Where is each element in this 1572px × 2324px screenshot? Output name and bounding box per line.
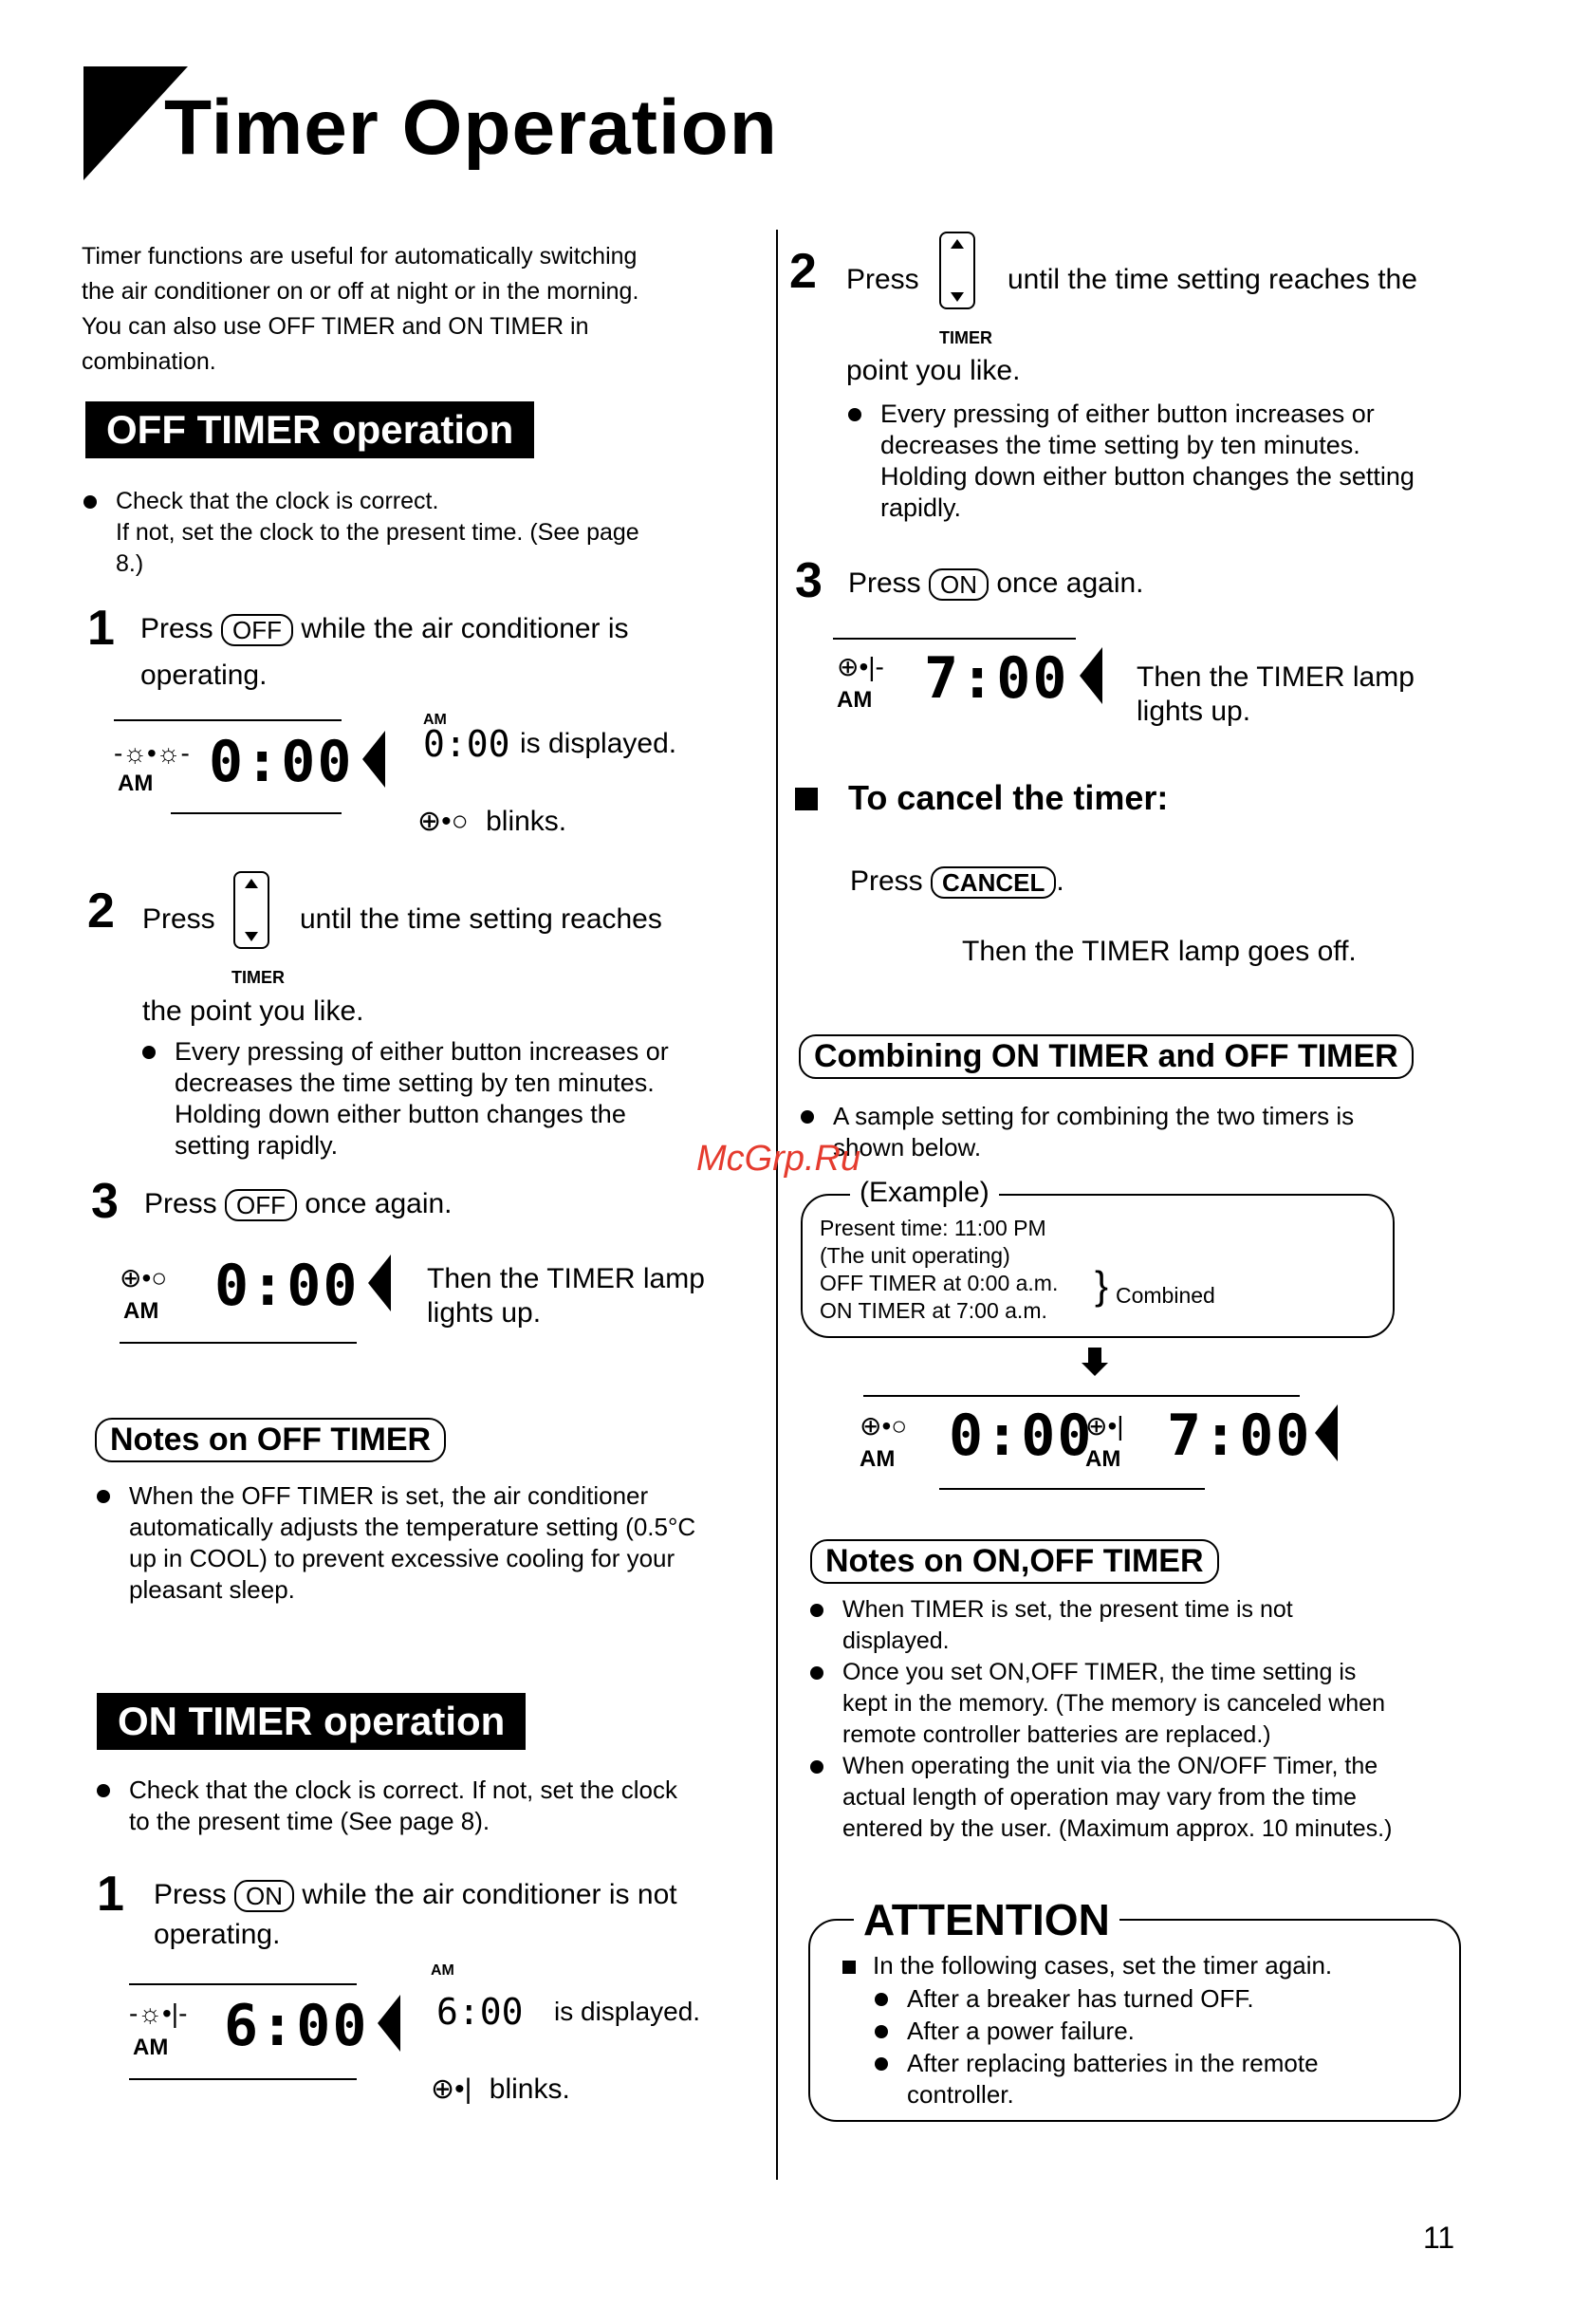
bullet-line: entered by the user. (Maximum approx. 10 minutes.) [842, 1815, 1393, 1842]
step-number: 3 [91, 1174, 119, 1229]
example-label: (Example) [850, 1177, 999, 1209]
lcd-rule [939, 1488, 1205, 1490]
bullet-line: kept in the memory. (The memory is canceled when [842, 1690, 1385, 1717]
sun-timer-icon: -☼•|- [129, 1999, 188, 2028]
display-icon [368, 1255, 391, 1311]
bullet-line: After a breaker has turned OFF. [907, 1984, 1254, 2013]
up-arrow-icon [245, 879, 258, 888]
then-text: Then the TIMER lamp [427, 1263, 705, 1294]
bullet-dot [801, 1110, 814, 1124]
then-text: Then the TIMER lamp [1137, 661, 1415, 693]
timer-on-icon: ⊕•| [1085, 1411, 1124, 1441]
press-text: Press [850, 865, 923, 897]
list-item [810, 1657, 1531, 1751]
bullet-line: A sample setting for combining the two timers is [833, 1102, 1355, 1130]
lcd-time: 0:00 [214, 1253, 360, 1319]
lcd-time: 7:00 [1167, 1403, 1312, 1469]
timer-key-label: TIMER [939, 328, 992, 347]
down-arrow-head [1082, 1363, 1108, 1376]
bullet-line: displayed. [842, 1627, 950, 1654]
off-step1-line2: operating. [140, 660, 268, 691]
disp-time: 6:00 [436, 1991, 524, 2033]
bullet-line: When TIMER is set, the present time is not [842, 1596, 1293, 1623]
lcd-rule [129, 1983, 357, 1985]
cancel-then-text: Then the TIMER lamp goes off. [962, 936, 1357, 967]
press-text: Press [140, 613, 213, 644]
list-item [810, 1751, 1531, 1845]
display-icon [1315, 1404, 1338, 1461]
press-text: Press [848, 567, 921, 599]
square-bullet [795, 788, 818, 810]
example-line: OFF TIMER at 0:00 a.m. [820, 1271, 1059, 1295]
bullet-line: When operating the unit via the ON/OFF Timer, the [842, 1753, 1378, 1779]
off-key: OFF [225, 1189, 297, 1221]
intro-paragraph [82, 239, 727, 380]
combine-brace: } [1095, 1263, 1109, 1308]
bullet-line: automatically adjusts the temperature setting (0.5°C [129, 1513, 696, 1541]
lcd-time: 6:00 [224, 1993, 369, 2059]
press-text: Press [154, 1879, 227, 1910]
bullet-dot [875, 2057, 888, 2071]
off-check-line: Check that the clock is correct. [116, 488, 439, 514]
on-check-line: Check that the clock is correct. If not, set the clock [129, 1776, 678, 1804]
bullet-dot [83, 495, 97, 509]
notes-onoff-list [810, 1594, 1531, 1845]
combine-header: Combining ON TIMER and OFF TIMER [799, 1034, 1414, 1079]
on-check-line: to the present time (See page 8). [129, 1807, 490, 1835]
bullet-line: After replacing batteries in the remote [907, 2049, 1319, 2077]
attention-item [875, 2048, 1444, 2110]
lcd-rule [833, 638, 1076, 640]
page-number: 11 [1423, 2221, 1455, 2255]
lcd-am: AM [118, 771, 154, 796]
step-text: point you like. [846, 355, 1021, 386]
intro-line: You can also use OFF TIMER and ON TIMER in [82, 313, 589, 340]
on-key: ON [929, 568, 989, 601]
bullet-line: actual length of operation may vary from the time [842, 1784, 1357, 1811]
press-text: Press [144, 1188, 217, 1219]
lcd-time: 0:00 [949, 1403, 1094, 1469]
bullet-dot [97, 1490, 110, 1503]
lcd-time: 0:00 [209, 729, 354, 795]
period: . [1056, 865, 1064, 897]
display-icon [362, 731, 385, 788]
step-text: once again. [996, 567, 1144, 599]
right-step3-lcd [833, 638, 1118, 742]
bullet-line: After a power failure. [907, 2017, 1135, 2045]
timer-off-icon: ⊕•○ [417, 806, 469, 837]
example-lines [820, 1215, 1058, 1325]
on-key: ON [234, 1880, 294, 1912]
example-line: ON TIMER at 7:00 a.m. [820, 1298, 1047, 1323]
intro-line: Timer functions are useful for automatically switching [82, 243, 638, 270]
bullet-line: Every pressing of either button increases or [880, 400, 1375, 428]
display-icon [1080, 647, 1102, 704]
intro-line: the air conditioner on or off at night or in the morning. [82, 278, 639, 305]
bullet-dot [810, 1604, 823, 1617]
off-step3-lcd [120, 1243, 404, 1352]
step-number: 3 [795, 553, 823, 608]
square-bullet [842, 1961, 856, 1974]
notes-off-header: Notes on OFF TIMER [95, 1418, 446, 1462]
on-step1-line [154, 1877, 677, 1913]
bullet-line: decreases the time setting by ten minutes. [175, 1069, 655, 1097]
bullet-dot [875, 1993, 888, 2006]
disp-suffix: is displayed. [554, 1997, 701, 2026]
bullet-line: pleasant sleep. [129, 1575, 295, 1604]
bullet-line: up in COOL) to prevent excessive cooling for your [129, 1544, 675, 1572]
bullet-line: decreases the time setting by ten minutes. [880, 431, 1360, 459]
page-title-text: Timer Operation [164, 84, 778, 171]
bullet-line: Once you set ON,OFF TIMER, the time setting is [842, 1659, 1357, 1685]
on-step1-line2: operating. [154, 1919, 281, 1950]
step-number: 1 [87, 601, 115, 656]
watermark: McGrp.Ru [696, 1139, 861, 1179]
on-check-note [97, 1775, 751, 1837]
down-arrow-icon [245, 932, 258, 941]
off-step2-bullet [142, 1036, 749, 1162]
off-step1-line [140, 611, 629, 647]
cancel-header: To cancel the timer: [848, 778, 1169, 817]
blink-text: blinks. [489, 2073, 570, 2105]
intro-line: combination. [82, 348, 216, 375]
bullet-dot [97, 1784, 110, 1797]
display-icon [378, 1995, 400, 2052]
lcd-rule [114, 719, 342, 721]
page-title [83, 66, 804, 195]
cancel-line [850, 864, 1064, 900]
lcd-am: AM [1085, 1446, 1121, 1472]
disp-time: 0:00 [423, 723, 510, 765]
timer-off-icon: ⊕•○ [120, 1263, 168, 1292]
notes-off-bullet [97, 1480, 751, 1606]
bullet-line: remote controller batteries are replaced.) [842, 1721, 1271, 1748]
column-divider [776, 230, 778, 2180]
bullet-line: Holding down either button changes the [175, 1100, 626, 1128]
step-text: the point you like. [142, 995, 364, 1027]
right-step3-line [848, 566, 1144, 602]
attention-item [875, 1983, 1444, 2015]
timer-on-icon: ⊕•|- [837, 652, 884, 681]
up-arrow-icon [951, 239, 964, 249]
timer-key-label: TIMER [231, 968, 285, 987]
step-number: 2 [789, 244, 817, 299]
cancel-key: CANCEL [931, 866, 1056, 899]
off-check-line: If not, set the clock to the present time. (See page [116, 519, 639, 546]
step-number: 1 [97, 1867, 124, 1922]
bullet-line: setting rapidly. [175, 1131, 339, 1160]
timer-off-icon: ⊕•○ [860, 1411, 908, 1441]
step-text: while the air conditioner is [301, 613, 629, 644]
combined-lcd [854, 1393, 1347, 1497]
blink-note [417, 805, 566, 839]
on-step1-lcd [129, 1976, 414, 2085]
step-text: once again. [305, 1188, 453, 1219]
then-text: lights up. [427, 1297, 542, 1329]
on-timer-header: ON TIMER operation [97, 1693, 526, 1750]
timer-on-icon: ⊕•| [431, 2073, 472, 2105]
off-check-note [83, 486, 729, 580]
step-text: until the time setting reaches [300, 903, 662, 935]
disp-suffix: is displayed. [520, 728, 677, 759]
attention-item [875, 2016, 1444, 2047]
bullet-dot [875, 2025, 888, 2038]
disp-am: AM [423, 712, 447, 728]
timer-updown-button[interactable] [939, 232, 975, 309]
bullet-line: Every pressing of either button increases or [175, 1037, 669, 1066]
step-number: 2 [87, 883, 115, 939]
bullet-line: controller. [907, 2080, 1014, 2109]
bullet-dot [142, 1046, 156, 1059]
then-text: lights up. [1137, 696, 1251, 727]
bullet-line: rapidly. [880, 493, 962, 522]
step-text: while the air conditioner is not [302, 1879, 677, 1910]
list-item [810, 1594, 1531, 1657]
lcd-am: AM [123, 1298, 159, 1324]
disp-am: AM [431, 1962, 454, 1979]
bullet-line: shown below. [833, 1133, 982, 1162]
blink-note [431, 2073, 570, 2107]
down-arrow-icon [951, 292, 964, 302]
example-line: Present time: 11:00 PM [820, 1216, 1046, 1240]
off-timer-header: OFF TIMER operation [85, 401, 534, 458]
attention-header: ATTENTION [854, 1894, 1119, 1945]
lcd-rule [129, 2078, 357, 2080]
bullet-dot [848, 408, 861, 421]
step-text: until the time setting reaches the [1008, 264, 1417, 295]
example-line: (The unit operating) [820, 1243, 1010, 1268]
lcd-am: AM [837, 687, 873, 713]
timer-updown-button[interactable] [233, 871, 269, 949]
bullet-dot [810, 1666, 823, 1680]
lcd-time: 7:00 [924, 645, 1069, 712]
off-step1-lcd [114, 712, 398, 821]
off-check-line: 8.) [116, 550, 144, 577]
press-text: Press [142, 903, 215, 935]
lcd-am: AM [860, 1446, 896, 1472]
lcd-rule [171, 812, 342, 814]
sun-timer-icon: -☼•☼- [114, 738, 190, 768]
bullet-line: Holding down either button changes the setting [880, 462, 1415, 491]
bullet-dot [810, 1760, 823, 1774]
off-key: OFF [221, 614, 293, 646]
off-step3-line [144, 1186, 453, 1222]
bullet-line: When the OFF TIMER is set, the air conditioner [129, 1481, 649, 1510]
lcd-rule [863, 1395, 1300, 1397]
press-text: Press [846, 264, 919, 295]
lcd-rule [120, 1342, 357, 1344]
combine-bullet [801, 1101, 1512, 1163]
attention-lead: In the following cases, set the timer again. [873, 1951, 1333, 1980]
combined-label: Combined [1116, 1283, 1215, 1308]
lcd-am: AM [133, 2035, 169, 2060]
right-step2-bullet [848, 399, 1512, 524]
notes-onoff-header: Notes on ON,OFF TIMER [810, 1539, 1219, 1584]
blink-text: blinks. [486, 806, 567, 837]
